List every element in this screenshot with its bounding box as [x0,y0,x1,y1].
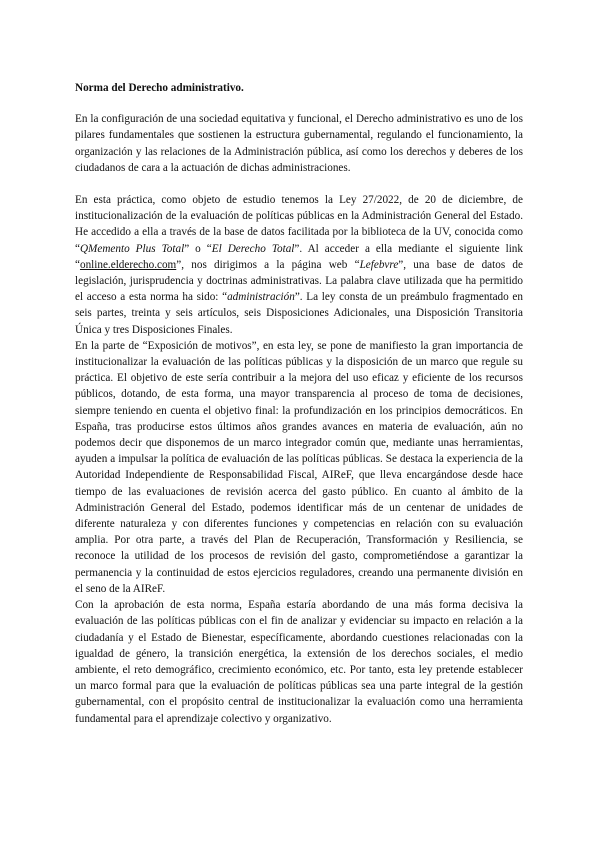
paragraph-motives: En la parte de “Exposición de motivos”, en esta ley, se pone de manifiesto la gran importancia de institucionalizar la evaluación de las políticas públicas y la disposición de un marco que regule su práctica. El objetivo de este sería contribuir a la mejora del uso eficaz y eficiente de los recursos públicos, dotando, de esta forma, una mayor transparencia al proceso de toma de decisiones, siempre teniendo en cuenta el objetivo final: la profundización en los principios democráticos. En España, tras producirse estos últimos años grandes avances en materia de evaluación, aún no podemos decir que disponemos de un marco integrador común que, mediante unas herramientas, ayuden a impulsar la política de evaluación de las políticas públicas. Se destaca la experiencia de la Autoridad Independiente de Responsabilidad Fiscal, AIReF, que lleva encargándose desde hace tiempo de las evaluaciones de revisión acerca del gasto público. En cuanto al ámbito de la Administración General del Estado, podemos identificar más de un centenar de unidades de diferente naturaleza y con diferentes funciones y competencias en relación con su evaluación amplia. Por otra parte, a través del Plan de Recuperación, Transformación y Resiliencia, se reconoce la utilidad de los procesos de revisión del gasto, comprometiéndose a garantizar la permanencia y la continuidad de estos ejercicios reguladores, creando una permanente división en el seno de la AIReF. [75,339,523,595]
text-run-italic: administración [227,291,295,304]
document-title: Norma del Derecho administrativo. [75,82,244,94]
source-link[interactable]: online.elderecho.com [79,258,177,271]
text-run: ”. La ley consta de un preámbulo fragmentado en seis partes, treinta y seis artículos, seis Disposiciones Adicionales, una Disposición Transitoria Única y tres Disposiciones Finales. [75,291,523,336]
text-run: En esta práctica, como objeto de estudio tenemos la Ley 27/2022, de 20 de diciembre, de institucionalización de la evaluación de políticas públicas en la Administración General del Estado. He accedido a ella a través de la base de datos facilitada por la biblioteca de la UV, conocida como “ [75,194,523,255]
text-run: ” o “ [184,242,212,255]
text-run: ”. Al acceder a ella mediante el siguiente link “ [75,242,523,271]
text-run: ”, nos dirigimos a la página web “ [176,258,360,271]
paragraph-source [75,192,523,338]
paragraph-conclusion: Con la aprobación de esta norma, España estaría abordando de una más forma decisiva la evaluación de las políticas públicas con el fin de analizar y evidenciar su impacto en relación a la ciudadanía y el Estado de Bienestar, específicamente, abordando cuestiones relacionadas con la igualdad de género, la transición energética, la extensión de los derechos sociales, el medio ambiente, el reto demográfico, crecimiento económico, etc. Por tanto, esta ley pretende establecer un marco formal para que la evaluación de políticas públicas sea una parte integral de la gestión gubernamental, con el propósito central de institucionalizar la evaluación como una herramienta fundamental para el aprendizaje colectivo y organizativo. [75,599,523,725]
text-run-italic: Lefebvre [359,258,399,271]
text-run-italic: QMemento Plus Total [79,242,185,255]
document-page [75,80,523,727]
text-run-italic: El Derecho Total [211,242,295,255]
text-run: ”, una base de datos de legislación, jurisprudencia y doctrinas administrativas. La palabra clave utilizada que ha permitido el acceso a esta norma ha sido: “ [75,258,523,304]
paragraph-intro: En la configuración de una sociedad equitativa y funcional, el Derecho administrativo es uno de los pilares fundamentales que sostienen la estructura gubernamental, regulando el funcionamiento, la organización y las relaciones de la Administración pública, así como los derechos y deberes de los ciudadanos de cara a la actuación de dichas administraciones. [75,113,523,174]
